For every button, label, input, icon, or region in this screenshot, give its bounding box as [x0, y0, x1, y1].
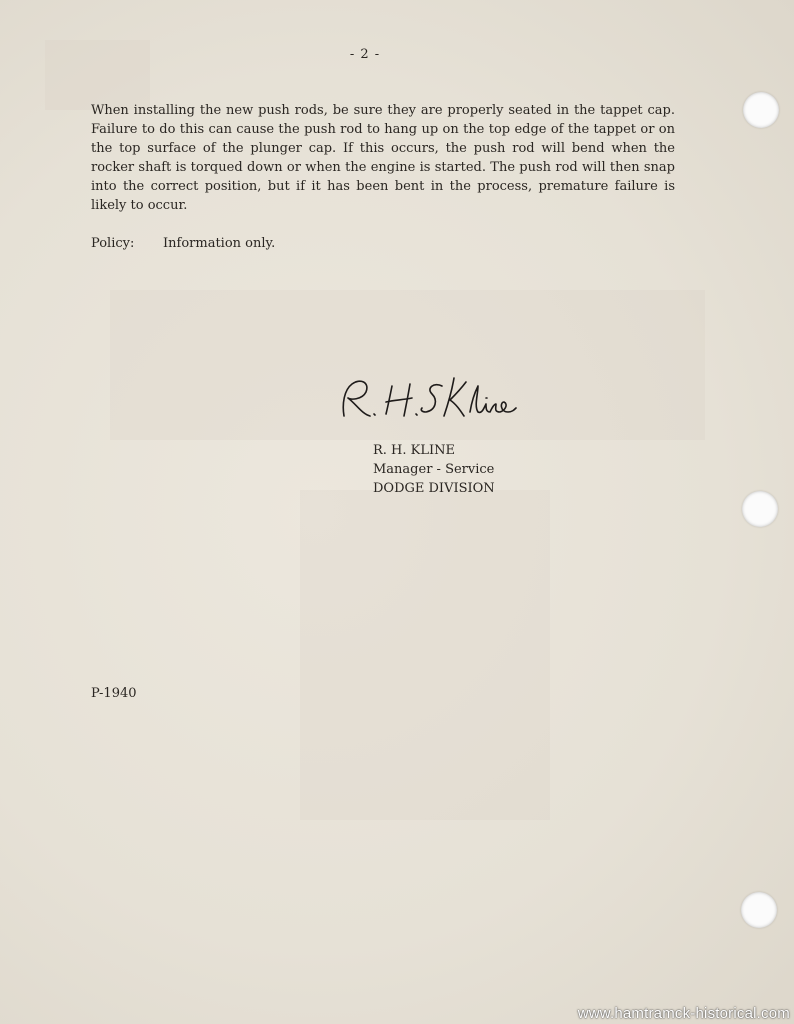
signer-title: Manager - Service: [373, 462, 495, 477]
signer-name: R. H. KLINE: [373, 443, 455, 458]
body-paragraph: When installing the new push rods, be sure they are properly seated in the tappet cap. Failure to do this can cause the push rod to hang up on the top edge of the tappet or on the top surface of the plunger cap. If this occurs, the push rod will bend when the rocker shaft is torqued down or when the engine is started. The push rod will then snap into the correct position, but if it has been bent in the process, premature failure is likely to occur.: [91, 103, 675, 213]
policy-line: [91, 234, 275, 253]
signer-division: DODGE DIVISION: [373, 481, 495, 496]
signer-block: [373, 441, 495, 498]
handwritten-signature: [330, 364, 520, 428]
bleed-through-figure: [300, 490, 550, 820]
policy-label: Policy:: [91, 236, 135, 251]
document-code: P-1940: [91, 686, 137, 701]
policy-value: Information only.: [163, 236, 276, 251]
binder-hole-top: [743, 92, 779, 128]
page-number: - 2 -: [349, 47, 381, 62]
binder-hole-bottom: [741, 892, 777, 928]
watermark: www.hamtramck-historical.com: [577, 1005, 790, 1022]
binder-hole-middle: [742, 491, 778, 527]
